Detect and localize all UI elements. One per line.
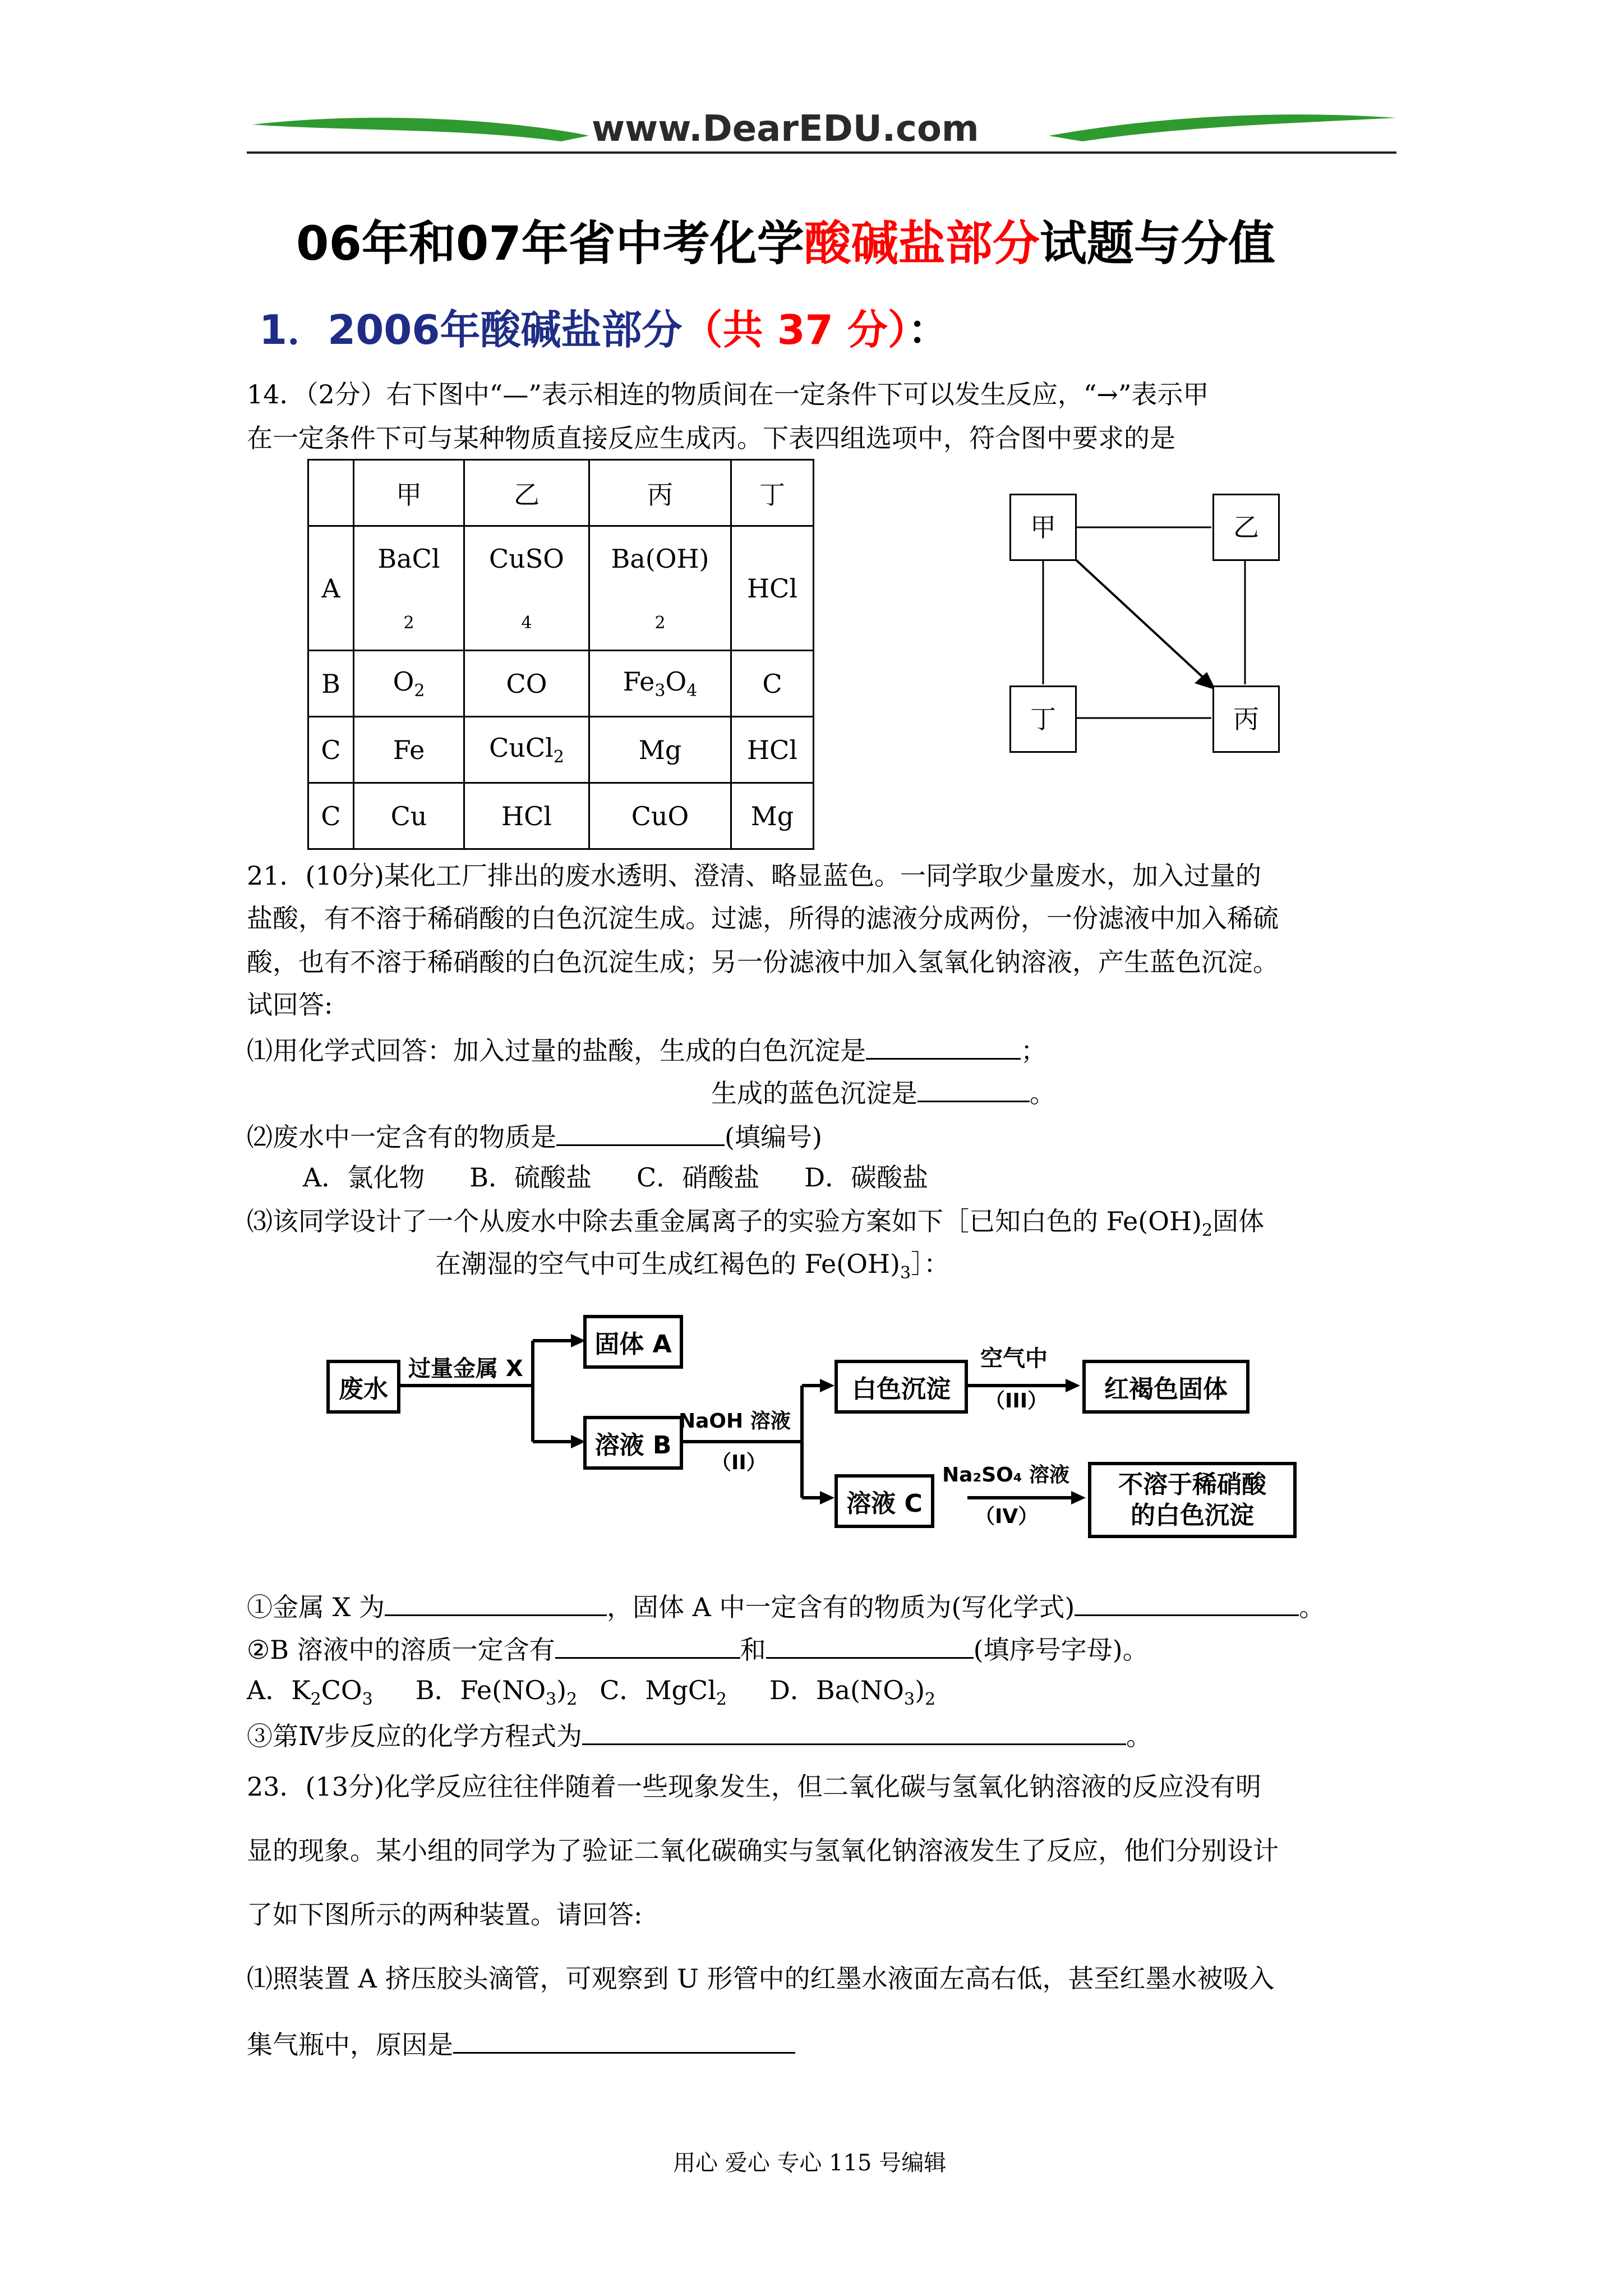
table-cell: HCl bbox=[731, 717, 814, 783]
q14-options-table bbox=[307, 459, 814, 850]
option-a: A．$K_2CO_3$ bbox=[247, 1675, 373, 1710]
q21-part1b: 生成的蓝色沉淀是 。 bbox=[711, 1078, 1055, 1108]
flow-solution-b: 溶液 B bbox=[583, 1416, 683, 1470]
option-c: C．MgCl$_2$ bbox=[600, 1675, 727, 1710]
row-label: A bbox=[308, 526, 354, 651]
flow-solution-c: 溶液 C bbox=[834, 1474, 934, 1528]
node-yi: 乙 bbox=[1212, 494, 1280, 561]
table-cell: CO bbox=[464, 651, 589, 717]
flow-step-4: （IV） bbox=[975, 1505, 1039, 1528]
node-bing: 丙 bbox=[1212, 685, 1280, 753]
flow-label-na2so4: Na₂SO₄ 溶液 bbox=[942, 1464, 1070, 1487]
section-colon: ： bbox=[907, 306, 948, 353]
table-header-cell: 丁 bbox=[731, 460, 814, 526]
table-header-cell: 甲 bbox=[354, 460, 464, 526]
flow-step-3: （III） bbox=[985, 1389, 1048, 1412]
q23-line2: 显的现象。某小组的同学为了验证二氧化碳确实与氢氧化钠溶液发生了反应，他们分别设计 bbox=[247, 1835, 1279, 1866]
q21-part1a: ⑴用化学式回答：加入过量的盐酸，生成的白色沉淀是 ； bbox=[247, 1036, 1046, 1066]
option-b: B．$Fe(NO_3)_2$ bbox=[415, 1675, 578, 1710]
option-a: A．氯化物 bbox=[303, 1162, 425, 1193]
table-cell: Fe bbox=[354, 717, 464, 783]
q21-part2: ⑵废水中一定含有的物质是 (填编号) bbox=[247, 1122, 822, 1152]
table-cell: $Fe_3O_4$ bbox=[589, 651, 731, 717]
option-c: C．硝酸盐 bbox=[637, 1162, 760, 1193]
q21-sub3: ③第Ⅳ步反应的化学方程式为 。 bbox=[247, 1721, 1152, 1751]
table-cell: Cu bbox=[354, 783, 464, 849]
logo-text: www.DearEDU.com bbox=[592, 108, 979, 150]
q21-sub2: ②B 溶液中的溶质一定含有 和 (填序号字母)。 bbox=[247, 1635, 1149, 1665]
answer-blank[interactable] bbox=[866, 1036, 1021, 1060]
table-cell: HCl bbox=[464, 783, 589, 849]
q23-line3: 了如下图所示的两种装置。请回答: bbox=[247, 1899, 643, 1930]
section-score: （共 37 分） bbox=[682, 306, 908, 353]
node-jia: 甲 bbox=[1009, 494, 1077, 561]
row-label: B bbox=[308, 651, 354, 717]
table-cell: C bbox=[731, 651, 814, 717]
table-cell: $O_2$ bbox=[354, 651, 464, 717]
q23-line5: 集气瓶中，原因是 bbox=[247, 2030, 795, 2058]
q21-line1: 21．(10分)某化工厂排出的废水透明、澄清、略显蓝色。一同学取少量废水，加入过量的 bbox=[247, 861, 1261, 891]
answer-blank[interactable] bbox=[453, 2030, 795, 2054]
answer-blank[interactable] bbox=[385, 1592, 607, 1616]
q23-line1: 23．(13分)化学反应往往伴随着一些现象发生，但二氧化碳与氢氧化钠溶液的反应没有明 bbox=[247, 1772, 1261, 1802]
answer-blank[interactable] bbox=[917, 1078, 1030, 1102]
section-label: 1．2006年酸碱盐部分 bbox=[259, 306, 683, 353]
table-cell: Mg bbox=[589, 717, 731, 783]
q21-part3a: ⑶该同学设计了一个从废水中除去重金属离子的实验方案如下［已知白色的 $Fe(OH)_2$固体 bbox=[247, 1206, 1265, 1241]
q14-line1: 14．（2分）右下图中“—”表示相连的物质间在一定条件下可以发生反应，“→”表示甲 bbox=[247, 379, 1209, 409]
table-cell: CuO bbox=[589, 783, 731, 849]
page-title bbox=[296, 216, 1275, 271]
q21-line3: 酸，也有不溶于稀硝酸的白色沉淀生成；另一份滤液中加入氢氧化钠溶液，产生蓝色沉淀。 bbox=[247, 947, 1279, 977]
title-part1: 06年和07年省中考化学 bbox=[296, 216, 804, 271]
q14-line2: 在一定条件下可与某种物质直接反应生成丙。下表四组选项中，符合图中要求的是 bbox=[247, 423, 1175, 453]
flow-label-metal-x: 过量金属 X bbox=[408, 1356, 523, 1382]
option-d: D．碳酸盐 bbox=[804, 1162, 929, 1193]
table-row bbox=[308, 526, 814, 651]
title-part3: 试题与分值 bbox=[1039, 216, 1275, 271]
row-label: C bbox=[308, 783, 354, 849]
row-label: C bbox=[308, 717, 354, 783]
section-heading bbox=[259, 306, 948, 353]
flow-insoluble-precipitate: 不溶于稀硝酸 的白色沉淀 bbox=[1088, 1462, 1297, 1538]
answer-blank[interactable] bbox=[582, 1721, 1126, 1745]
q21-part2-options bbox=[303, 1162, 929, 1193]
table-header-cell bbox=[308, 460, 354, 526]
flow-red-brown-solid: 红褐色固体 bbox=[1082, 1360, 1249, 1414]
page-footer: 用心 爱心 专心 115 号编辑 bbox=[673, 2150, 947, 2176]
node-ding: 丁 bbox=[1009, 685, 1077, 753]
flow-label-air: 空气中 bbox=[980, 1346, 1048, 1372]
table-row bbox=[308, 651, 814, 717]
q21-sub2-options bbox=[247, 1677, 935, 1708]
flow-label-naoh: NaOH 溶液 bbox=[679, 1410, 791, 1433]
q21-part3b: 在潮湿的空气中可生成红褐色的 $Fe(OH)_3]$： bbox=[435, 1249, 950, 1283]
q23-line4: ⑴照装置 A 挤压胶头滴管，可观察到 U 形管中的红墨水液面左高右低，甚至红墨水被吸入 bbox=[247, 1963, 1275, 1994]
answer-blank[interactable] bbox=[1075, 1592, 1299, 1616]
option-d: D．$Ba(NO_3)_2$ bbox=[769, 1675, 936, 1710]
answer-blank[interactable] bbox=[555, 1635, 740, 1659]
table-cell: Mg bbox=[731, 783, 814, 849]
flow-solid-a: 固体 A bbox=[583, 1315, 683, 1369]
table-row bbox=[308, 717, 814, 783]
table-cell: CuSO 4 bbox=[464, 526, 589, 651]
q21-line4: 试回答: bbox=[247, 990, 333, 1020]
flow-white-precipitate: 白色沉淀 bbox=[834, 1360, 968, 1414]
table-header-cell: 乙 bbox=[464, 460, 589, 526]
title-highlight: 酸碱盐部分 bbox=[804, 216, 1040, 271]
table-header-cell: 丙 bbox=[589, 460, 731, 526]
table-cell: Ba(OH) 2 bbox=[589, 526, 731, 651]
option-b: B．硫酸盐 bbox=[469, 1162, 592, 1193]
q21-line2: 盐酸，有不溶于稀硝酸的白色沉淀生成。过滤，所得的滤液分成两份，一份滤液中加入稀硫 bbox=[247, 903, 1279, 933]
answer-blank[interactable] bbox=[766, 1635, 974, 1659]
table-cell: CuCl$_2$ bbox=[464, 717, 589, 783]
flow-step-2: （II） bbox=[711, 1451, 767, 1474]
table-cell: HCl bbox=[731, 526, 814, 651]
table-cell: BaCl 2 bbox=[354, 526, 464, 651]
table-row bbox=[308, 783, 814, 849]
answer-blank[interactable] bbox=[556, 1122, 725, 1146]
q21-sub1: ①金属 X 为 ，固体 A 中一定含有的物质为(写化学式) 。 bbox=[247, 1592, 1325, 1622]
flow-waste: 废水 bbox=[326, 1360, 400, 1414]
